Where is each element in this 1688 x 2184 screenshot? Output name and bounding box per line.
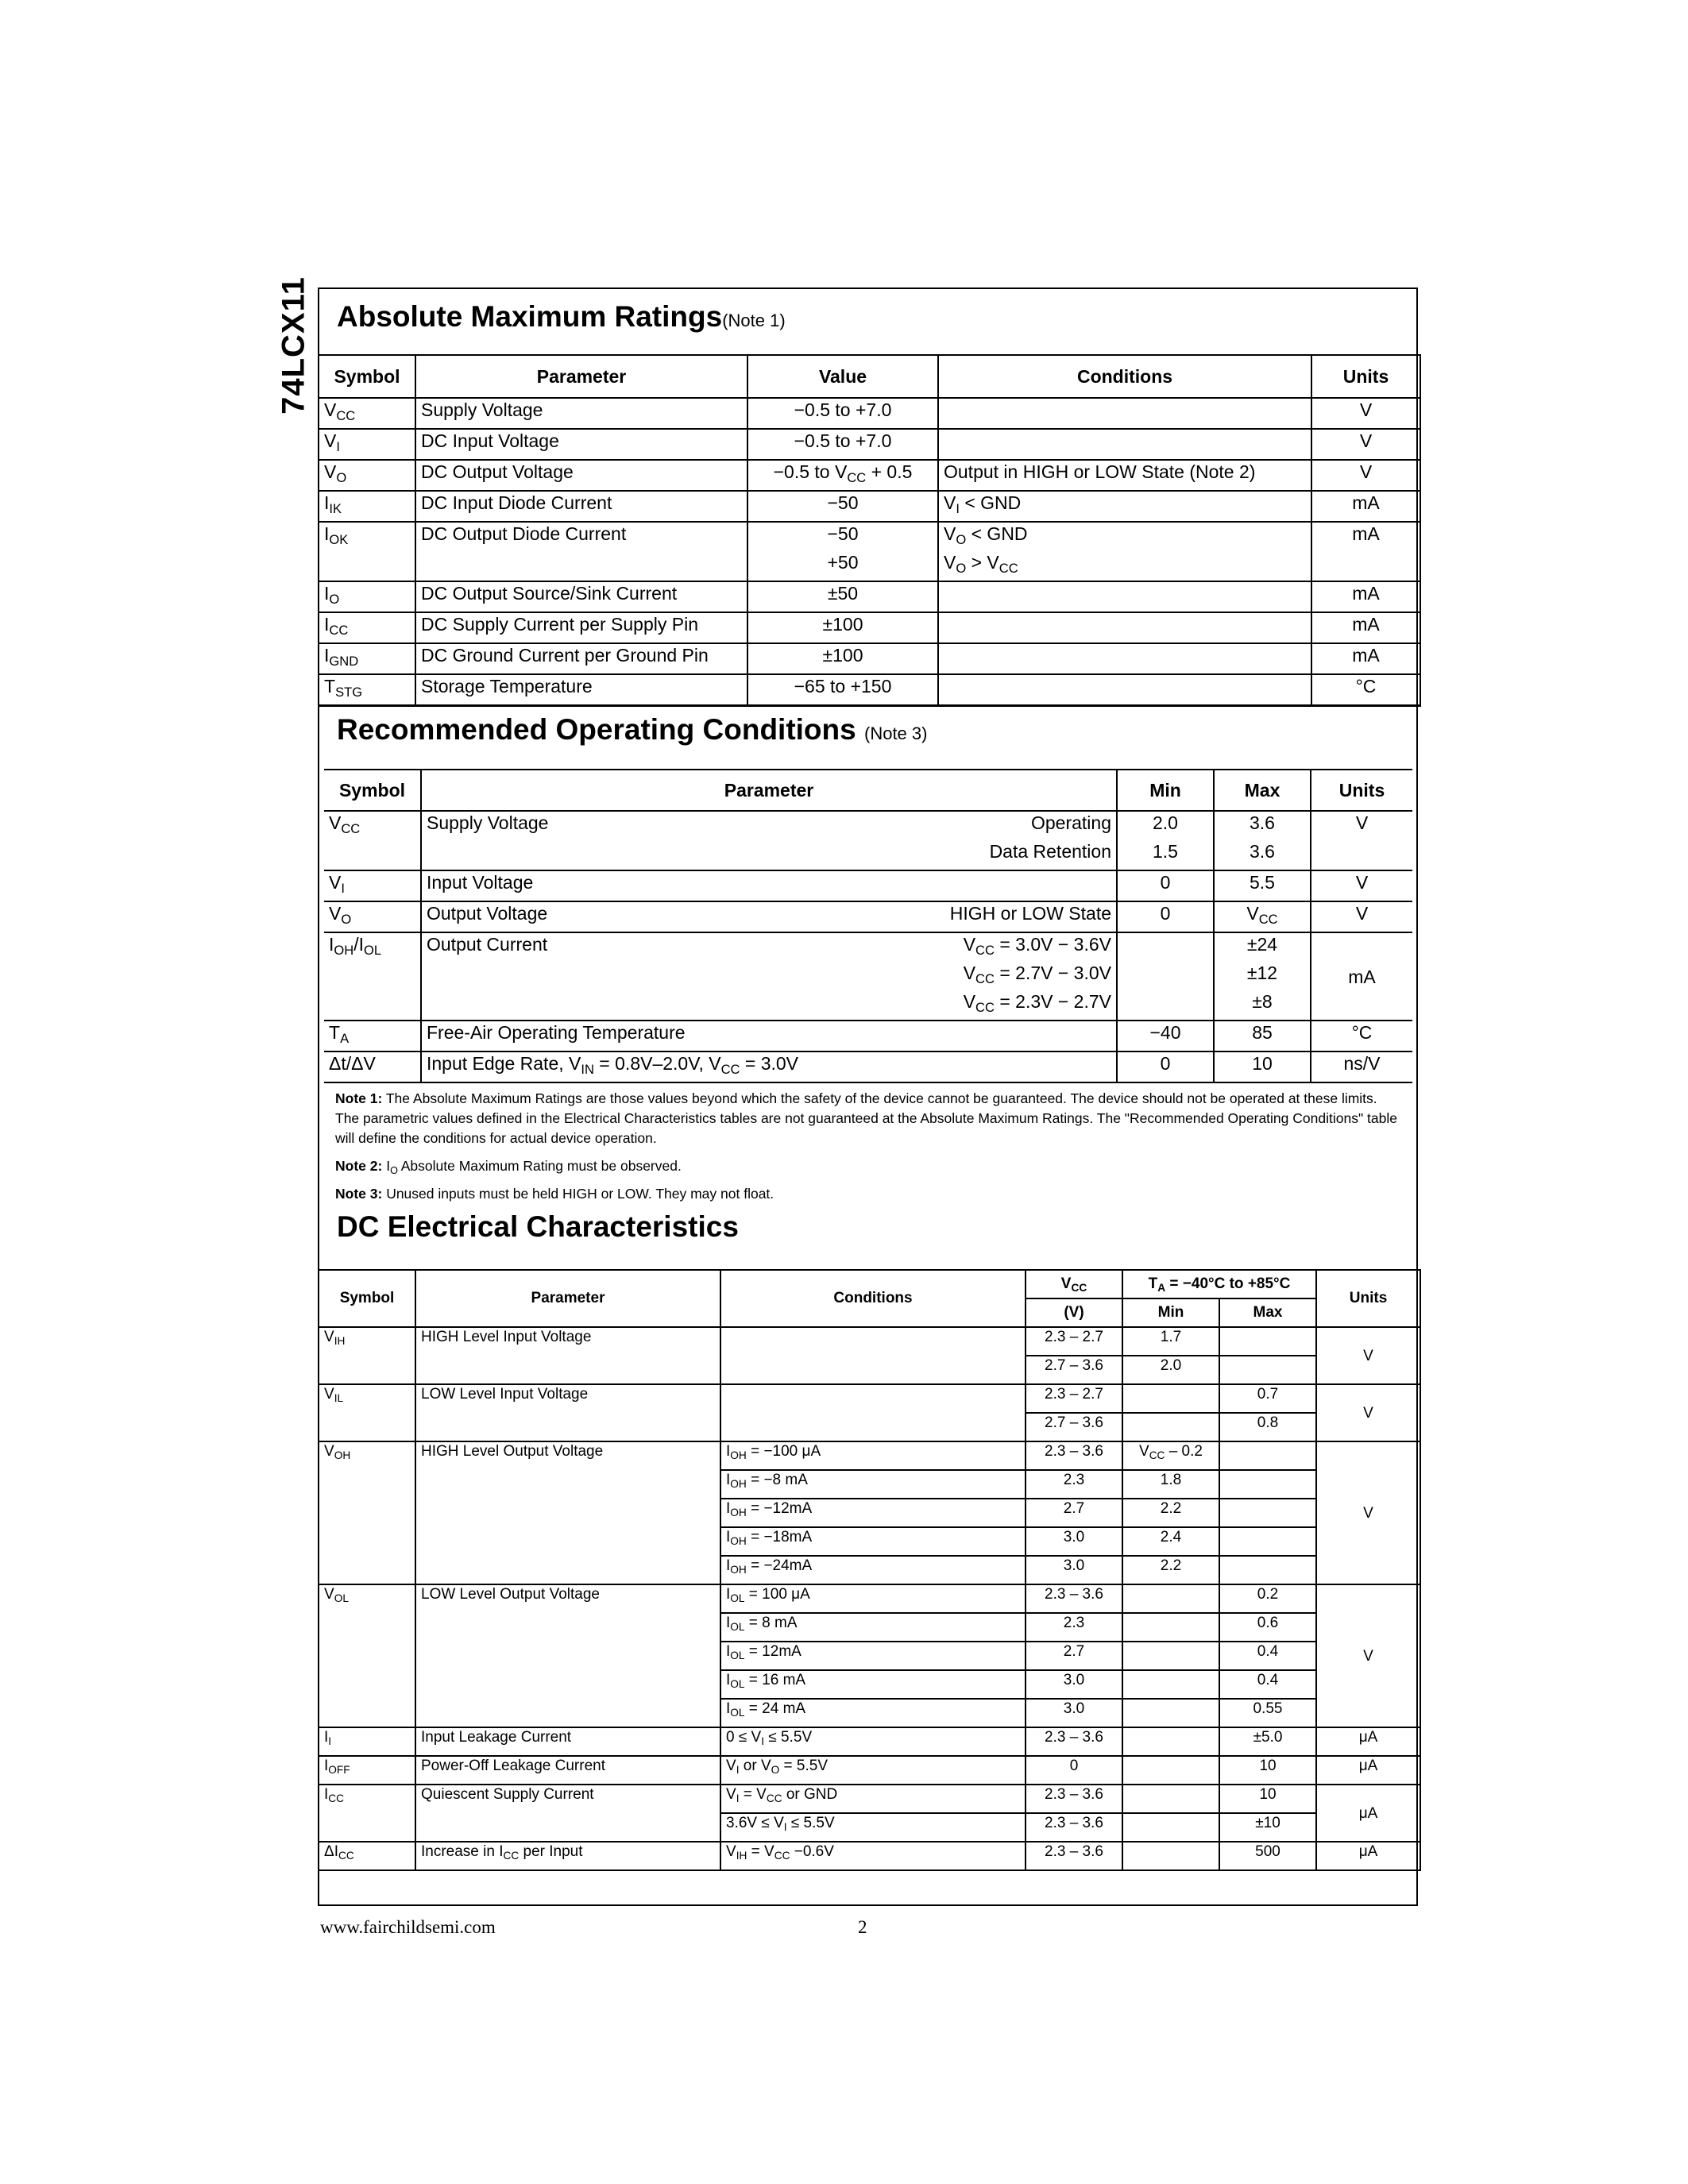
side-part-number: 74LCX11	[276, 276, 311, 415]
table-row: $I_{CC}$ Quiescent Supply Current $V_I = V_{CC}$ or GND 2.3 – 3.6 10 μA	[319, 1785, 1420, 1813]
table-row: $I_{OK}$ DC Output Diode Current −50 +50 $V_O$ < GND $V_O > V_{CC}$ mA	[319, 522, 1420, 581]
table-row: $I_{OL} = 16$ mA 3.0 0.4	[319, 1670, 1420, 1699]
table-row: $I_{OH}/I_{OL}$ Output Current $V_{CC} = 3.0V - 3.6V$ $V_{CC} = 2.7V - 3.0V$ $V_{CC} = 2.3V - 2.7V$ ±24 ±12 ±8 mA	[324, 932, 1412, 1021]
note-2: Note 2: $I_O$ Absolute Maximum Rating must be observed.	[335, 1158, 682, 1176]
table-row: $T_A$ Free-Air Operating Temperature −40 85 °C	[324, 1021, 1412, 1051]
notes-block	[335, 1089, 1400, 1212]
table-row: $\Delta I_{CC}$ Increase in $I_{CC}$ per Input $V_{IH} = V_{CC} -0.6V$ 2.3 – 3.6 500 μA	[319, 1842, 1420, 1870]
dc-header-row-1: Symbol Parameter Conditions $V_{CC}$ $T_A = -40^\circ C$ to +85°C Units	[319, 1270, 1420, 1298]
table-row: $I_{OFF}$ Power-Off Leakage Current $V_I$ or $V_O = 5.5V$ 0 10 μA	[319, 1756, 1420, 1785]
table-row: Δt/ΔV Input Edge Rate, $V_{IN} = 0.8V-2.0V$, $V_{CC} = 3.0V$ 0 10 ns/V	[324, 1051, 1412, 1082]
abs-max-header: Symbol Parameter Value Conditions Units	[319, 355, 1420, 398]
table-row: $V_O$ DC Output Voltage −0.5 to $V_{CC} + 0.5$ Output in HIGH or LOW State (Note 2) V	[319, 460, 1420, 491]
abs-max-title: Absolute Maximum Ratings(Note 1)	[337, 300, 786, 333]
recommended-table	[324, 769, 1412, 1083]
table-row: $I_{OH} = -18mA$ 3.0 2.4	[319, 1527, 1420, 1556]
table-row: $3.6V \le V_I \le 5.5V$ 2.3 – 3.6 ±10	[319, 1813, 1420, 1842]
table-row: $I_O$ DC Output Source/Sink Current ±50 mA	[319, 581, 1420, 612]
table-row: $I_{OH} = -12mA$ 2.7 2.2	[319, 1499, 1420, 1527]
table-row: $I_I$ Input Leakage Current $0 \le V_I \le 5.5V$ 2.3 – 3.6 ±5.0 μA	[319, 1727, 1420, 1756]
table-row: $V_{IL}$ LOW Level Input Voltage 2.3 – 2.7 0.7 V	[319, 1384, 1420, 1413]
table-row: $V_{IH}$ HIGH Level Input Voltage 2.3 – 2.7 1.7 V	[319, 1327, 1420, 1356]
dc-header-row-2: (V) Min Max	[319, 1298, 1420, 1327]
table-row: $V_O$ Output Voltage HIGH or LOW State 0 $V_{CC}$ V	[324, 901, 1412, 932]
table-row: $I_{OL} = 12mA$ 2.7 0.4	[319, 1642, 1420, 1670]
note-1: Note 1: The Absolute Maximum Ratings are those values beyond which the safety of the device cannot be guaranteed. The device should not be operated at these limits. The parametric values defined in the Electrical Characteristics tables are not guaranteed at the Absolute Maximum Ratings. The "Recommended Operating Conditions" table will define the conditions for actual device operation.	[335, 1090, 1397, 1146]
table-row: $I_{CC}$ DC Supply Current per Supply Pin ±100 mA	[319, 612, 1420, 643]
table-row: $I_{OL} = 8$ mA 2.3 0.6	[319, 1613, 1420, 1642]
table-row: $I_{OH} = -8$ mA 2.3 1.8	[319, 1470, 1420, 1499]
dc-table	[318, 1269, 1421, 1871]
dc-title: DC Electrical Characteristics	[337, 1210, 739, 1243]
table-row: $V_{OL}$ LOW Level Output Voltage $I_{OL} = 100$ μA 2.3 – 3.6 0.2 V	[319, 1584, 1420, 1613]
table-row: $V_{CC}$ Supply Voltage −0.5 to +7.0 V	[319, 398, 1420, 429]
table-row: $V_I$ Input Voltage 0 5.5 V	[324, 870, 1412, 901]
footer-url[interactable]: www.fairchildsemi.com	[320, 1917, 496, 1937]
abs-max-table	[318, 354, 1421, 707]
table-row: $V_I$ DC Input Voltage −0.5 to +7.0 V	[319, 429, 1420, 460]
page-number: 2	[858, 1917, 867, 1937]
datasheet-frame	[318, 287, 1418, 1906]
recommended-header: Symbol Parameter Min Max Units	[324, 770, 1412, 811]
recommended-title: Recommended Operating Conditions (Note 3)	[337, 713, 928, 746]
table-row: $V_{CC}$ Supply Voltage Operating Data Retention 2.0 1.5 3.6 3.6 V	[324, 811, 1412, 870]
table-row: $I_{OH} = -24mA$ 3.0 2.2	[319, 1556, 1420, 1584]
table-row: $I_{IK}$ DC Input Diode Current −50 $V_I$ < GND mA	[319, 491, 1420, 522]
table-row: $T_{STG}$ Storage Temperature −65 to +150 °C	[319, 674, 1420, 706]
table-row: $I_{OL} = 24$ mA 3.0 0.55	[319, 1699, 1420, 1727]
note-3: Note 3: Unused inputs must be held HIGH or LOW. They may not float.	[335, 1186, 774, 1202]
table-row: $I_{GND}$ DC Ground Current per Ground Pin ±100 mA	[319, 643, 1420, 674]
table-row: 2.7 – 3.6 0.8	[319, 1413, 1420, 1441]
table-row: $V_{OH}$ HIGH Level Output Voltage $I_{OH} = -100$ μA 2.3 – 3.6 $V_{CC} - 0.2$ V	[319, 1441, 1420, 1470]
table-row: 2.7 – 3.6 2.0	[319, 1356, 1420, 1384]
